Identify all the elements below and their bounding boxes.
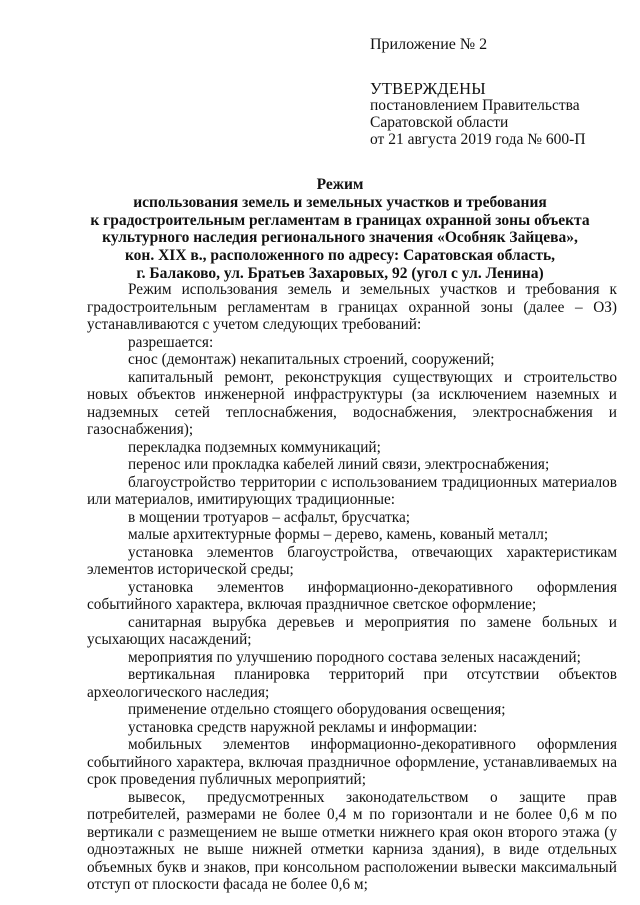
title-line: использования земель и земельных участков и требования [133,193,547,211]
body-paragraph: снос (демонтаж) некапитальных строений, сооружений; [128,351,495,368]
body-paragraph: мобильных элементов информационно-декоративного оформления событийного характера, включая праздничное оформление, устанавливаемых на срок проведения публичных мероприятий; [87,736,617,788]
body-paragraph: установка средств наружной рекламы и информации: [128,718,478,736]
body-paragraph: установка элементов информационно-декоративного оформления событийного характера, включая праздничное светское оформление; [87,578,617,613]
approved-line: от 21 августа 2019 года № 600-П [370,131,586,148]
body-paragraph: вывесок, предусмотренных законодательством о защите прав потребителей, размерами не более 0,4 м по горизонтали и не более 0,6 м по вертикали с размещением не выше отметки нижнего края окон второго этажа (у одноэтажных не выше нижней отметки карниза здания), в виде отдельных объемных букв и знаков, при консольном расположении вывески максимальный отступ от плоскости фасада не более 0,6 м; [87,788,617,893]
body-paragraph: перенос или прокладка кабелей линий связи, электроснабжения; [128,456,550,473]
body-paragraph: вертикальная планировка территорий при отсутствии объектов археологического наследия; [87,666,617,701]
document-title [60,176,620,283]
appendix-label: Приложение № 2 [370,36,488,53]
approved-line: Саратовской области [370,114,509,131]
body-paragraph: разрешается: [128,333,214,351]
title-line: кон. XIX в., расположенного по адресу: Саратовская область, [124,247,556,265]
title-line: к градостроительным регламентам в границах охранной зоны объекта [90,211,590,229]
body-paragraph: санитарная вырубка деревьев и мероприятия по замене больных и усыхающих насаждений; [87,613,617,648]
body-paragraph: мероприятия по улучшению породного состава зеленых насаждений; [128,648,581,666]
body-paragraph: капитальный ремонт, реконструкция существующих и строительство новых объектов инженерной инфраструктуры (за исключением наземных и надземных сетей теплоснабжения, водоснабжения, электроснабжения и газоснабжения); [87,368,617,438]
title-line: культурного наследия регионального значения «Особняк Зайцева», [102,229,578,247]
body-paragraph: перекладка подземных коммуникаций; [128,438,381,456]
document-body [87,281,617,894]
body-paragraph: в мощении тротуаров – асфальт, брусчатка; [128,508,411,526]
approved-title: УТВЕРЖДЕНЫ [370,79,486,98]
body-paragraph: благоустройство территории с использованием традиционных материалов или материалов, имитирующих традиционные: [87,473,617,508]
body-paragraph: применение отдельно стоящего оборудования освещения; [128,701,506,718]
body-paragraph: установка элементов благоустройства, отвечающих характеристикам элементов исторической среды; [87,543,617,578]
title-line: г. Балаково, ул. Братьев Захаровых, 92 (угол с ул. Ленина) [136,264,544,282]
approval-block [370,80,586,148]
body-paragraph: малые архитектурные формы – дерево, камень, кованый металл; [128,526,549,543]
body-paragraph: Режим использования земель и земельных участков и требования к градостроительным регламентам в границах охранной зоны (далее – ОЗ) устанавливаются с учетом следующих требований: [87,281,617,333]
title-line: Режим [316,176,364,193]
approved-line: постановлением Правительства [370,97,580,114]
